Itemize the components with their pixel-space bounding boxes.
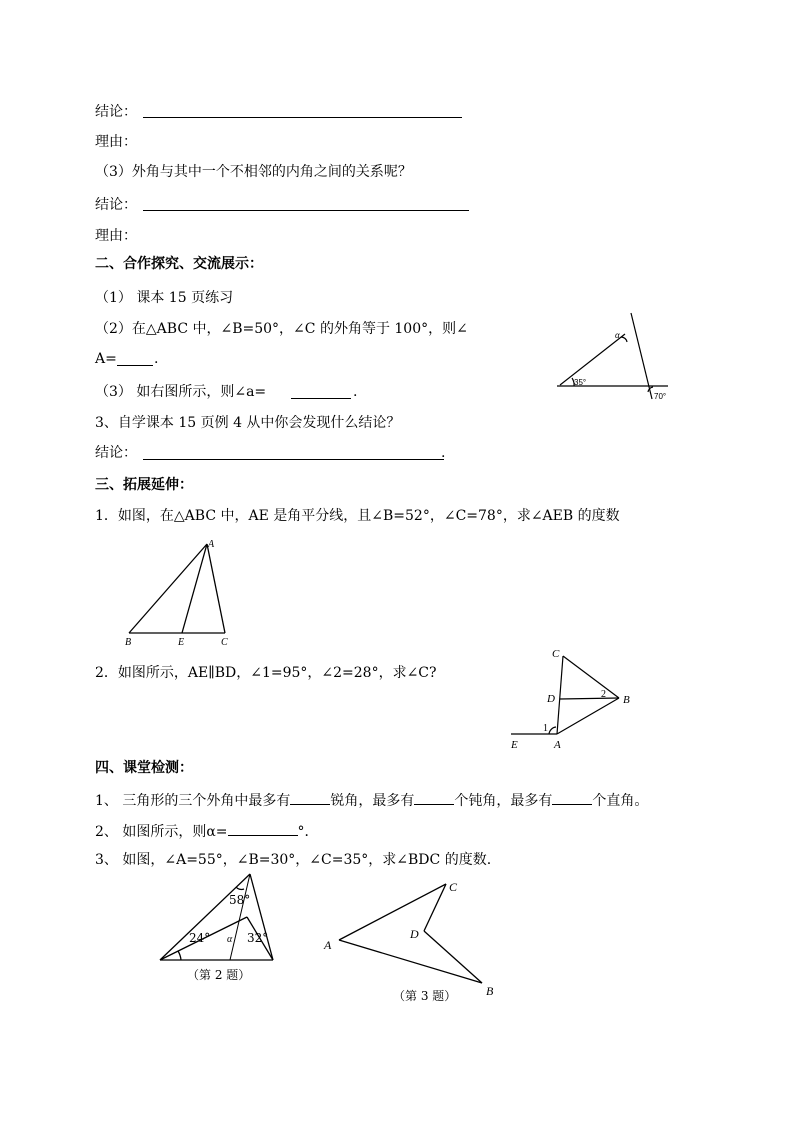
point-d-label: D	[547, 693, 555, 705]
angle-24-label: 24°	[189, 931, 211, 945]
period: .	[441, 445, 446, 461]
period: .	[353, 384, 358, 400]
practice-1: （1） 课本 15 页练习	[95, 290, 234, 306]
extension-question-2: 2．如图所示，AE∥BD，∠1=95°，∠2=28°，求∠C?	[95, 665, 437, 681]
vertex-b-label: B	[125, 637, 132, 648]
q1-part-b: 锐角，最多有	[330, 793, 415, 809]
angle-32-label: 32°	[247, 931, 269, 945]
practice-3-text: （3） 如右图所示，则∠a=	[95, 384, 267, 400]
extension-question-1: 1．如图，在△ABC 中，AE 是角平分线，且∠B=52°，∠C=78°，求∠AEB 的度数	[95, 508, 620, 524]
section-4-heading: 四、课堂检测：	[95, 760, 193, 776]
angle-58-label: 58°	[229, 893, 251, 907]
segment-ab	[339, 940, 482, 983]
q1-part-c: 个钝角，最多有	[454, 793, 553, 809]
section-2-heading: 二、合作探究、交流展示：	[95, 256, 263, 272]
figure-caption-question-3: （第 3 题）	[393, 989, 457, 1003]
q2-part-a: 2、 如图所示，则α=	[95, 824, 228, 840]
figure-caption-question-2: （第 2 题）	[187, 968, 251, 982]
vertex-c-label: C	[221, 637, 228, 648]
reason-label-1: 理由：	[95, 134, 137, 150]
conclusion-label-1: 结论：	[95, 104, 137, 120]
q2-part-b: °．	[297, 824, 319, 840]
practice-2-text: （2）在△ABC 中，∠B=50°，∠C 的外角等于 100°，则∠	[95, 321, 468, 337]
point-e-label: E	[511, 739, 518, 751]
angle-35-label: 35°	[574, 378, 587, 387]
segment-cd	[424, 884, 446, 931]
vertex-b-label: B	[623, 694, 630, 706]
practice-2-answer-prefix: A=	[95, 351, 117, 367]
check-question-3: 3、 如图，∠A=55°，∠B=30°，∠C=35°，求∠BDC 的度数.	[95, 852, 492, 868]
angle-2-label: 2	[601, 689, 606, 700]
q1-part-a: 1、 三角形的三个外角中最多有	[95, 793, 291, 809]
alpha-label: α	[615, 331, 620, 340]
self-study-question: 3、自学课本 15 页例 4 从中你会发现什么结论？	[95, 415, 401, 431]
question-3-text: （3）外角与其中一个不相邻的内角之间的关系呢？	[95, 164, 412, 180]
conclusion-label-2: 结论：	[95, 197, 137, 213]
section-3-heading: 三、拓展延伸：	[95, 477, 193, 493]
vertex-a-label: A	[208, 539, 215, 550]
angle-1-label: 1	[543, 723, 548, 734]
angle-70-label: 70°	[654, 392, 667, 401]
q1-part-d: 个直角。	[592, 793, 649, 809]
vertex-c-label: C	[552, 648, 560, 660]
period: .	[154, 351, 159, 367]
reason-label-2: 理由：	[95, 228, 137, 244]
vertex-c-label: C	[449, 880, 458, 894]
vertex-b-label: B	[486, 984, 494, 998]
point-e-label: E	[178, 637, 185, 648]
alpha-label: α	[227, 934, 233, 945]
segment-db	[424, 931, 482, 983]
segment-ac	[339, 884, 446, 940]
vertex-a-label: A	[324, 938, 332, 952]
conclusion-label-3: 结论：	[95, 445, 137, 461]
point-d-label: D	[410, 927, 419, 941]
vertex-a-label: A	[554, 739, 561, 751]
